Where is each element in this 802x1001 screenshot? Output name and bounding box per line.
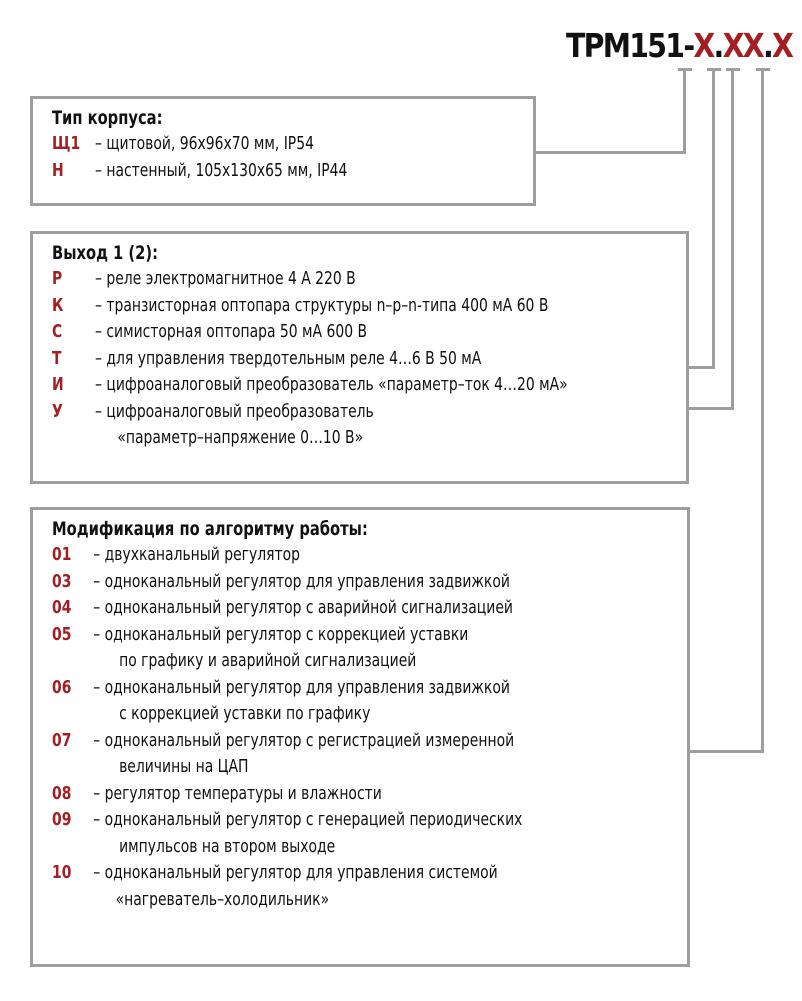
separator-dot: . xyxy=(713,26,723,65)
option-description: – симисторная оптопара 50 мА 600 В xyxy=(95,321,368,342)
option-code: Н xyxy=(52,159,64,181)
housing-type-box xyxy=(30,96,536,206)
option-description: – двухканальный регулятор xyxy=(93,544,300,565)
list-item xyxy=(52,319,568,346)
option-description-continuation: с коррекцией уставки по графику xyxy=(119,703,371,724)
option-description: – регулятор температуры и влажности xyxy=(93,782,382,804)
list-item xyxy=(52,569,522,596)
option-description: – одноканальный регулятор с коррекцией уставки xyxy=(93,623,469,645)
option-code: С xyxy=(52,321,63,342)
option-code: 10 xyxy=(52,862,72,883)
list-item xyxy=(52,372,568,399)
list-item xyxy=(52,728,522,755)
output-type-header: Выход 1 (2): xyxy=(52,242,158,264)
list-item xyxy=(52,622,522,649)
list-item xyxy=(52,675,522,702)
option-description: – цифроаналоговый преобразователь «параметр–ток 4…20 мА» xyxy=(95,374,568,395)
connector-modification-vertical xyxy=(761,68,764,753)
option-code: К xyxy=(52,294,64,316)
separator-dot: . xyxy=(762,26,773,65)
connector-modification-horizontal xyxy=(688,750,764,753)
option-description: – транзисторная оптопара структуры n–p–n-типа 400 мА 60 В xyxy=(95,294,549,316)
option-description: – щитовой, 96х96х70 мм, IP54 xyxy=(95,133,314,154)
option-code: 05 xyxy=(52,623,72,645)
model-prefix: ТРМ151- xyxy=(566,26,694,65)
option-code: 07 xyxy=(52,729,72,751)
option-description: – настенный, 105х130х65 мм, IP44 xyxy=(95,159,348,181)
option-code: 03 xyxy=(52,570,72,592)
housing-type-header: Тип корпуса: xyxy=(52,107,163,129)
option-code: Р xyxy=(52,268,63,289)
slot-housing: Х xyxy=(693,26,714,65)
list-item xyxy=(52,293,568,320)
connector-housing-horizontal xyxy=(534,151,686,154)
option-description-continuation: «параметр–напряжение 0…10 В» xyxy=(117,427,364,448)
option-code: У xyxy=(52,400,63,422)
option-description: – одноканальный регулятор для управления системой xyxy=(93,862,498,883)
output-type-box xyxy=(30,231,689,484)
option-description: – цифроаналоговый преобразователь xyxy=(95,400,374,422)
option-description: – одноканальный регулятор с генерацией периодических xyxy=(93,809,523,830)
modification-box xyxy=(30,507,690,967)
option-description: – одноканальный регулятор для управления задвижкой xyxy=(93,570,510,592)
option-description: – реле электромагнитное 4 А 220 В xyxy=(95,268,356,289)
option-description: – одноканальный регулятор для управления задвижкой xyxy=(93,676,510,698)
slot-outputs: ХХ xyxy=(722,26,763,65)
option-code: 04 xyxy=(52,597,72,618)
option-code: 09 xyxy=(52,809,72,830)
option-description-continuation: величины на ЦАП xyxy=(119,756,249,777)
modification-header: Модификация по алгоритму работы: xyxy=(52,518,368,540)
option-code: 01 xyxy=(52,544,72,565)
option-code: И xyxy=(52,374,64,395)
connector-output2-vertical xyxy=(731,68,734,410)
option-description-continuation: по графику и аварийной сигнализацией xyxy=(119,650,417,671)
connector-output1-horizontal xyxy=(687,366,715,369)
list-item xyxy=(52,399,568,426)
list-item xyxy=(52,542,522,569)
connector-output2-horizontal xyxy=(687,407,734,410)
list-item xyxy=(52,595,522,622)
list-item xyxy=(52,131,347,158)
list-item xyxy=(52,346,568,373)
list-item xyxy=(52,781,522,808)
list-item xyxy=(52,266,568,293)
option-description: – одноканальный регулятор с регистрацией измеренной xyxy=(93,729,515,751)
option-code: 08 xyxy=(52,782,72,804)
model-designation-title xyxy=(566,26,792,66)
option-description: – одноканальный регулятор с аварийной сигнализацией xyxy=(93,597,513,618)
option-code: Т xyxy=(52,347,62,369)
connector-output1-vertical xyxy=(712,68,715,369)
list-item xyxy=(52,158,347,185)
connector-housing-vertical xyxy=(683,68,686,154)
list-item xyxy=(52,807,522,834)
list-item xyxy=(52,860,522,887)
option-description-continuation: импульсов на втором выходе xyxy=(119,835,336,857)
option-description: – для управления твердотельным реле 4…6 В 50 мА xyxy=(95,347,482,369)
option-description-continuation: «нагреватель–холодильник» xyxy=(115,888,330,910)
slot-modification: Х xyxy=(772,26,793,65)
option-code: 06 xyxy=(52,676,72,698)
option-code: Щ1 xyxy=(52,133,81,154)
